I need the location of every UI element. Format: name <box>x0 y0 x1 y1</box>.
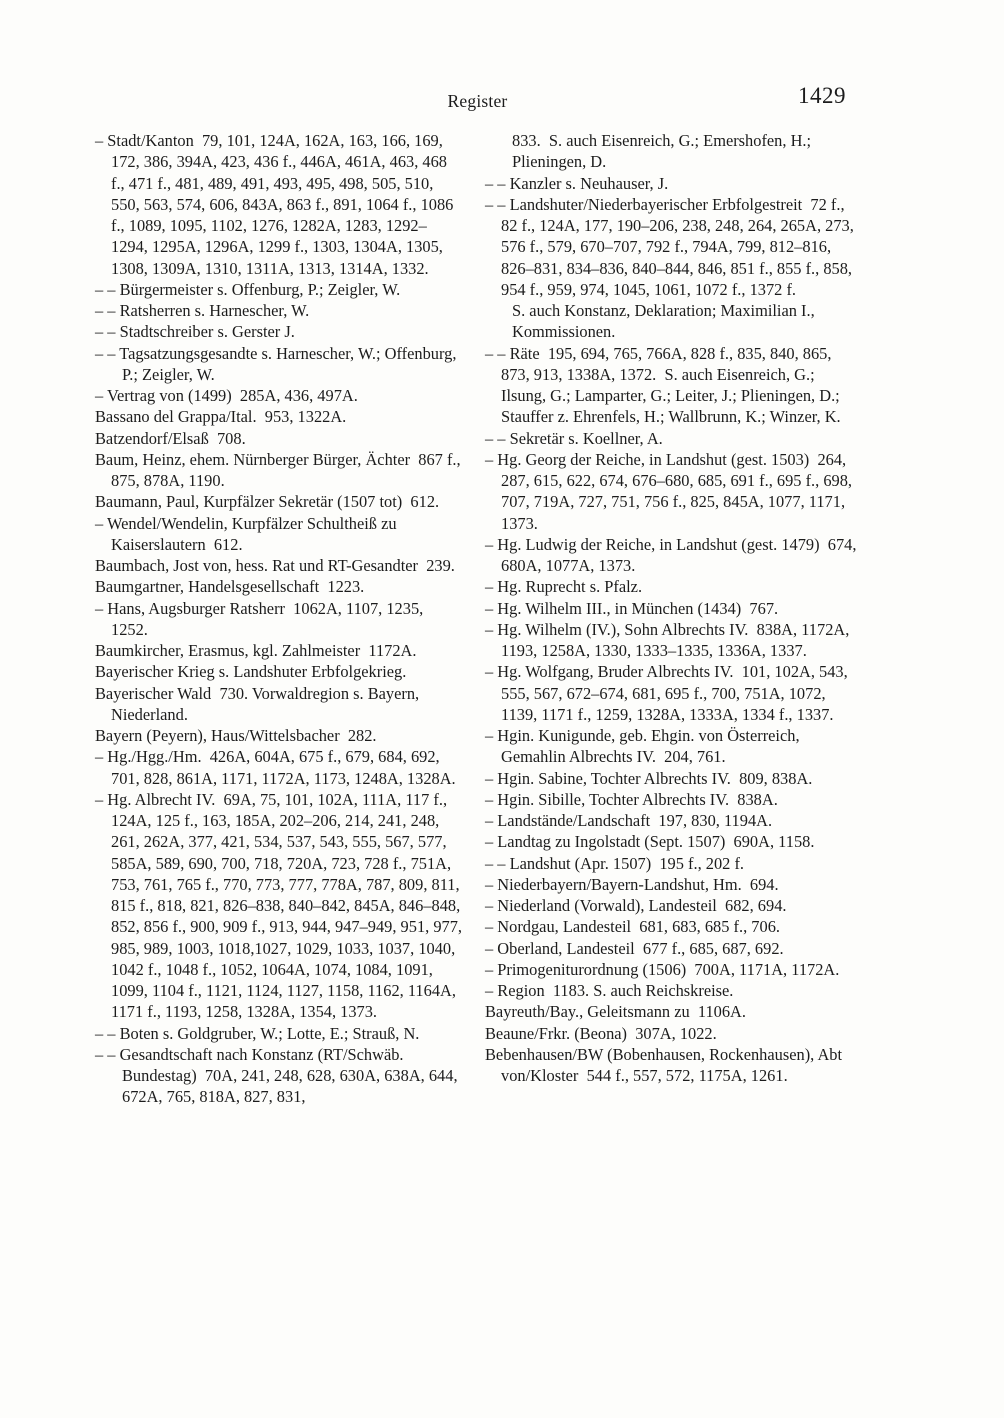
index-entry: Batzendorf/Elsaß 708. <box>95 428 246 448</box>
index-entry: – – Stadtschreiber s. Gerster J. <box>95 322 295 342</box>
index-entry: – Stadt/Kanton 79, 101, 124A, 162A, 163, 166, 169, 172, 386, 394A, 423, 436 f., 446A, 461A, 463, 468 f., 471 f., 481, 489, 491, 493, 495, 498, 505, 510, 550, 563, 574, 606, 843A, 863 f., 891, 1064 f., 1086 f., 1089, 1095, 1102, 1276, 1282A, 1283, 1292–1294, 1295A, 1296A, 1299 f., 1303, 1304A, 1305, 1308, 1309A, 1310, 1311A, 1313, 1314A, 1332. <box>95 131 458 278</box>
index-entry: – Vertrag von (1499) 285A, 436, 497A. <box>95 386 358 405</box>
index-entry: Baumann, Paul, Kurpfälzer Sekretär (1507 tot) 612. <box>95 492 440 512</box>
page-header-title: Register <box>447 91 508 111</box>
index-entry: – Primogeniturordnung (1506) 700A, 1171A, 1172A. <box>485 959 840 979</box>
index-entry: – Region 1183. S. auch Reichskreise. <box>485 981 734 1000</box>
index-entry: – Oberland, Landesteil 677 f., 685, 687, 692. <box>485 938 784 958</box>
index-entry: Bassano del Grappa/Ital. 953, 1322A. <box>95 407 347 427</box>
index-columns <box>95 130 860 1108</box>
index-entry: – – Gesandtschaft nach Konstanz (RT/Schwäb. Bundestag) 70A, 241, 248, 628, 630A, 638A, 644, 672A, 765, 818A, 827, 831, <box>95 1044 462 1107</box>
index-entry: – Wendel/Wendelin, Kurpfälzer Schultheiß zu Kaiserslautern 612. <box>95 513 401 554</box>
index-entry: – Hg. Georg der Reiche, in Landshut (gest. 1503) 264, 287, 615, 622, 674, 676–680, 685, 691 f., 695 f., 698, 707, 719A, 727, 751, 756 f., 825, 845A, 1077, 1171, 1373. <box>485 449 857 533</box>
index-entry: – Hgin. Sabine, Tochter Albrechts IV. 809, 838A. <box>485 768 813 788</box>
index-entry: – – Ratsherren s. Harnescher, W. <box>95 301 310 320</box>
index-entry: Baumkircher, Erasmus, kgl. Zahlmeister 1172A. <box>95 641 417 660</box>
index-entry: – Landtag zu Ingolstadt (Sept. 1507) 690A, 1158. <box>485 832 815 852</box>
index-entry: – Hg. Wilhelm (IV.), Sohn Albrechts IV. 838A, 1172A, 1193, 1258A, 1330, 1333–1335, 1336A, 1337. <box>485 619 854 660</box>
index-entry: Bayreuth/Bay., Geleitsmann zu 1106A. <box>485 1002 746 1022</box>
index-entry: Bayerischer Krieg s. Landshuter Erbfolgekrieg. <box>95 662 407 682</box>
index-entry: Baumbach, Jost von, hess. Rat und RT-Gesandter 239. <box>95 556 455 575</box>
index-entry: – Niederbayern/Bayern-Landshut, Hm. 694. <box>485 874 779 894</box>
index-entry: – – Landshuter/Niederbayerischer Erbfolgestreit 72 f., 82 f., 124A, 177, 190–206, 238, 248, 264, 265A, 273, 576 f., 579, 670–707, 792 f., 794A, 799, 812–816, 826–831, 834–836, 840–844, 846, 851 f., 855 f., 858, 954 f., 959, 974, 1045, 1061, 1072 f., 1372 f. <box>485 194 858 299</box>
page-header <box>95 83 860 120</box>
index-entry: – – Tagsatzungsgesandte s. Harnescher, W.; Offenburg, P.; Zeigler, W. <box>95 343 461 384</box>
right-column <box>485 130 860 1108</box>
index-entry: Bayerischer Wald 730. Vorwaldregion s. Bayern, Niederland. <box>95 683 424 724</box>
index-entry: – Hans, Augsburger Ratsherr 1062A, 1107, 1235, 1252. <box>95 598 428 639</box>
index-entry: – Hg. Albrecht IV. 69A, 75, 101, 102A, 111A, 117 f., 124A, 125 f., 163, 185A, 202–206, 214, 241, 248, 261, 262A, 377, 421, 534, 537, 543, 555, 567, 577, 585A, 589, 690, 700, 718, 720A, 723, 728 f., 751A, 753, 761, 765 f., 770, 773, 777, 778A, 787, 809, 811, 815 f., 818, 821, 826–838, 840–842, 845A, 846–848, 852, 856 f., 900, 909 f., 913, 944, 947–949, 951, 977, 985, 989, 1003, 1018,1027, 1029, 1033, 1037, 1040, 1042 f., 1048 f., 1052, 1064A, 1074, 1084, 1091, 1099, 1104 f., 1121, 1124, 1127, 1158, 1162, 1164A, 1171 f., 1193, 1258, 1328A, 1354, 1373. <box>95 789 467 1022</box>
page-number: 1429 <box>798 83 846 108</box>
index-entry: – Hg. Ludwig der Reiche, in Landshut (gest. 1479) 674, 680A, 1077A, 1373. <box>485 534 861 575</box>
index-entry: – Hgin. Sibille, Tochter Albrechts IV. 838A. <box>485 789 778 809</box>
index-entry: Bebenhausen/BW (Bobenhausen, Rockenhausen), Abt von/Kloster 544 f., 557, 572, 1175A, 1261. <box>485 1044 847 1085</box>
index-entry: – Hg. Wilhelm III., in München (1434) 767. <box>485 598 779 618</box>
index-entry: – Hg./Hgg./Hm. 426A, 604A, 675 f., 679, 684, 692, 701, 828, 861A, 1171, 1172A, 1173, 1248A, 1328A. <box>95 747 456 788</box>
index-entry: S. auch Konstanz, Deklaration; Maximilian I., Kommissionen. <box>512 301 819 342</box>
index-entry: – Landstände/Landschaft 197, 830, 1194A. <box>485 811 773 830</box>
index-entry: – – Bürgermeister s. Offenburg, P.; Zeigler, W. <box>95 279 401 299</box>
index-entry: Baumgartner, Handelsgesellschaft 1223. <box>95 577 365 597</box>
index-entry: – – Räte 195, 694, 765, 766A, 828 f., 835, 840, 865, 873, 913, 1338A, 1372. S. auch Eisenreich, G.; Ilsung, G.; Lamparter, G.; Leiter, J.; Plieningen, D.; Stauffer z. Ehrenfels, H.; Wallbrunn, K.; Winzer, K. <box>485 343 844 427</box>
index-entry: – – Sekretär s. Koellner, A. <box>485 428 663 448</box>
index-entry: Baum, Heinz, ehem. Nürnberger Bürger, Ächter 867 f., 875, 878A, 1190. <box>95 449 465 490</box>
index-entry: Beaune/Frkr. (Beona) 307A, 1022. <box>485 1023 717 1043</box>
index-entry: – Hg. Ruprecht s. Pfalz. <box>485 577 643 597</box>
index-entry: – Nordgau, Landesteil 681, 683, 685 f., 706. <box>485 917 780 937</box>
index-entry: Bayern (Peyern), Haus/Wittelsbacher 282. <box>95 726 377 745</box>
left-column <box>95 130 467 1108</box>
index-entry: – Hgin. Kunigunde, geb. Ehgin. von Österreich, Gemahlin Albrechts IV. 204, 761. <box>485 726 804 767</box>
index-entry: 833. S. auch Eisenreich, G.; Emershofen, H.; Plieningen, D. <box>512 131 816 172</box>
index-entry: – Niederland (Vorwald), Landesteil 682, 694. <box>485 896 787 915</box>
index-entry: – – Landshut (Apr. 1507) 195 f., 202 f. <box>485 853 745 873</box>
index-entry: – Hg. Wolfgang, Bruder Albrechts IV. 101, 102A, 543, 555, 567, 672–674, 681, 695 f., 700, 751A, 1072, 1139, 1171 f., 1259, 1328A, 1333A, 1334 f., 1337. <box>485 662 852 724</box>
index-entry: – – Kanzler s. Neuhauser, J. <box>485 173 669 193</box>
index-entry: – – Boten s. Goldgruber, W.; Lotte, E.; Strauß, N. <box>95 1023 420 1043</box>
